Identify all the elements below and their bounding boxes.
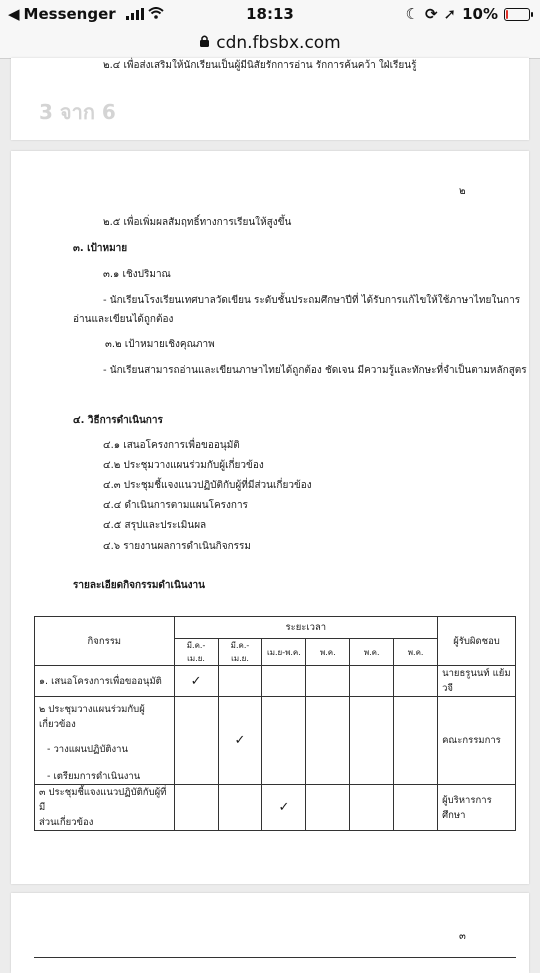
- method-item: ๔.๖ รายงานผลการดำเนินกิจกรรม: [103, 541, 251, 552]
- method-item: ๔.๒ ประชุมวางแผนร่วมกับผู้เกี่ยวข้อง: [103, 460, 264, 471]
- empty-cell: [306, 697, 350, 785]
- url-text: cdn.fbsbx.com: [216, 33, 341, 53]
- activity-sub: - วางแผนปฏิบัติงาน: [47, 744, 129, 755]
- empty-cell: [262, 697, 306, 785]
- method-heading: ๔. วิธีการดำเนินการ: [73, 415, 163, 426]
- empty-cell: [350, 785, 394, 831]
- empty-cell: [394, 666, 438, 697]
- method-item: ๔.๑ เสนอโครงการเพื่อขออนุมัติ: [103, 440, 240, 451]
- month-header: พ.ค.: [350, 639, 394, 666]
- goal-heading: ๓. เป้าหมาย: [73, 243, 128, 254]
- empty-cell: [218, 666, 262, 697]
- header-period: ระยะเวลา: [174, 617, 437, 639]
- goal-quantity-detail-2: อ่านและเขียนได้ถูกต้อง: [73, 314, 174, 325]
- lock-icon: [199, 33, 210, 53]
- url-bar[interactable]: [0, 28, 540, 59]
- header-activity: กิจกรรม: [35, 617, 175, 666]
- pdf-page-3: [11, 893, 529, 973]
- check-mark: ✓: [218, 697, 262, 785]
- activity-line: ๓ ประชุมชี้แจงแนวปฏิบัติกับผู้ที่มี: [39, 787, 167, 813]
- battery-icon: [504, 8, 530, 21]
- activity-cell: [35, 785, 175, 831]
- month-header: มี.ค.-เม.ย.: [174, 639, 218, 666]
- empty-cell: [174, 785, 218, 831]
- header-responsible: ผู้รับผิดชอบ: [438, 617, 516, 666]
- clock: 18:13: [246, 5, 294, 23]
- empty-cell: [306, 785, 350, 831]
- responsible-cell: นายธรูนนท์ แย้มวจี: [438, 666, 516, 697]
- empty-cell: [350, 666, 394, 697]
- empty-cell: [350, 697, 394, 785]
- month-header: พ.ค.: [394, 639, 438, 666]
- method-item: ๔.๔ ดำเนินการตามแผนโครงการ: [103, 500, 248, 511]
- goal-quantity-detail-1: - นักเรียนโรงเรียนเทศบาลวัดเขียน ระดับชั้นประถมศึกษาปีที่ ได้รับการแก้ไขให้ใช้ภาษาไทยในการ: [103, 295, 521, 306]
- empty-cell: [262, 666, 306, 697]
- pdf-page-2: [11, 151, 529, 884]
- pdf-page-1: [11, 58, 529, 140]
- month-header: เม.ย-พ.ค.: [262, 639, 306, 666]
- rotation-lock-icon: ⟳: [424, 5, 438, 23]
- location-icon: ➚: [443, 5, 457, 23]
- objective-2-5: ๒.๕ เพื่อเพิ่มผลสัมฤทธิ์ทางการเรียนให้สูงขึ้น: [103, 217, 292, 228]
- month-header: มี.ค.-เม.ย.: [218, 639, 262, 666]
- page-number: ๒: [459, 186, 466, 197]
- empty-cell: [306, 666, 350, 697]
- responsible-cell: คณะกรรมการ: [438, 697, 516, 785]
- empty-cell: [394, 697, 438, 785]
- activity-heading: รายละเอียดกิจกรรมดำเนินงาน: [73, 580, 205, 591]
- page-number: ๓: [459, 931, 466, 942]
- activity-main: ๒ ประชุมวางแผนร่วมกับผู้เกี่ยวข้อง: [39, 704, 145, 730]
- activity-sub: - เตรียมการดำเนินงาน: [47, 771, 141, 782]
- empty-cell: [218, 785, 262, 831]
- activity-line: ส่วนเกี่ยวข้อง: [39, 817, 94, 828]
- page-indicator: 3 จาก 6: [39, 100, 116, 124]
- goal-quality: ๓.๒ เป้าหมายเชิงคุณภาพ: [105, 339, 215, 350]
- activity-cell: [35, 697, 175, 785]
- table-row: [35, 785, 516, 831]
- moon-icon: ☾: [405, 5, 419, 23]
- activity-table: [34, 616, 516, 831]
- table-row: [35, 697, 516, 785]
- table-top-border: [34, 957, 516, 958]
- goal-quantity: ๓.๑ เชิงปริมาณ: [103, 269, 171, 280]
- responsible-cell: ผู้บริหารการศึกษา: [438, 785, 516, 831]
- status-bar: [0, 0, 540, 28]
- month-header: พ.ค.: [306, 639, 350, 666]
- objective-2-4: ๒.๔ เพื่อส่งเสริมให้นักเรียนเป็นผู้มีนิสัยรักการอ่าน รักการค้นคว้า ใฝ่เรียนรู้: [103, 60, 417, 71]
- check-mark: ✓: [262, 785, 306, 831]
- goal-quality-detail: - นักเรียนสามารถอ่านและเขียนภาษาไทยได้ถูกต้อง ชัดเจน มีความรู้และทักษะที่จำเป็นตามหลักสูตร: [103, 365, 527, 376]
- method-item: ๔.๓ ประชุมชี้แจงแนวปฏิบัติกับผู้ที่มีส่วนเกี่ยวข้อง: [103, 480, 312, 491]
- table-row: [35, 666, 516, 697]
- back-app-label: Messenger: [23, 5, 116, 23]
- battery-percent: 10%: [462, 5, 498, 23]
- empty-cell: [174, 697, 218, 785]
- method-item: ๔.๕ สรุปและประเมินผล: [103, 520, 207, 531]
- activity-cell: ๑. เสนอโครงการเพื่อขออนุมัติ: [35, 666, 175, 697]
- back-arrow-icon: ◀: [8, 5, 20, 23]
- empty-cell: [394, 785, 438, 831]
- check-mark: ✓: [174, 666, 218, 697]
